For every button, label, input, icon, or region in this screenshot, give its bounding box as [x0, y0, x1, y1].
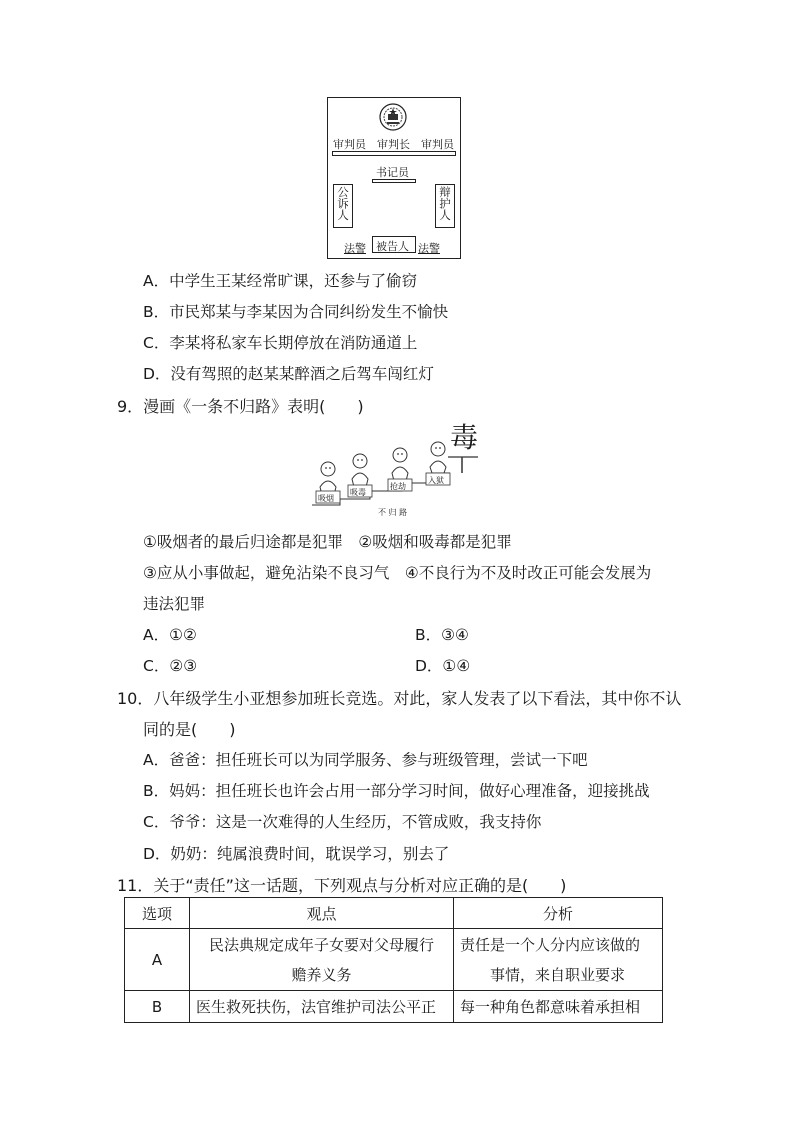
defendant-label: 被告人 — [376, 240, 409, 253]
table-cell-analysis — [454, 929, 663, 991]
cartoon-step-robbery: 抢劫 — [390, 482, 406, 491]
q9-statement-line3: 违法犯罪 — [143, 595, 206, 613]
q10-stem-line2: 同的是( ) — [143, 720, 236, 739]
table-row — [125, 991, 663, 1023]
q9-option-c: C．②③ — [143, 657, 198, 675]
q9-option-a: A．①② — [143, 626, 197, 644]
table-header-analysis: 分析 — [454, 898, 663, 929]
bailiff-left-label: 法警 — [344, 242, 366, 255]
court-seating-diagram — [327, 97, 461, 259]
prosecutor-label — [335, 186, 351, 224]
analysis-line: 事情，来自职业要求 — [490, 965, 626, 984]
q10-option-c: C．爷爷：这是一次难得的人生经历，不管成败，我支持你 — [143, 813, 542, 831]
q9-option-d: D．①④ — [415, 657, 471, 675]
q8-option-a: A．中学生王某经常旷课，还参与了偷窃 — [143, 272, 418, 290]
cartoon-step-smoking: 吸烟 — [318, 494, 334, 503]
table-header-row — [125, 898, 663, 929]
view-line: 民法典规定成年子女要对父母履行 — [208, 935, 434, 954]
national-emblem-icon — [378, 102, 408, 132]
table-cell-option: B — [125, 991, 190, 1023]
analysis-line: 责任是一个人分内应该做的 — [460, 935, 641, 954]
q9-option-b: B．③④ — [415, 626, 469, 644]
q8-option-b: B．市民郑某与李某因为合同纠纷发生不愉快 — [143, 303, 449, 321]
q11-stem: 11．关于“责任”这一话题，下列观点与分析对应正确的是( ) — [117, 876, 567, 895]
table-cell-analysis: 每一种角色都意味着承担相 — [454, 991, 663, 1023]
q10-stem-line1: 10．八年级学生小亚想参加班长竞选。对此，家人发表了以下看法，其中你不认 — [117, 689, 682, 708]
prosecutor-text: 公诉人 — [336, 186, 350, 221]
judge-bench — [332, 151, 456, 156]
q9-statement-line1: ①吸烟者的最后归途都是犯罪 ②吸烟和吸毒都是犯罪 — [143, 533, 512, 551]
q9-stem: 9．漫画《一条不归路》表明( ) — [117, 397, 364, 416]
table-cell-view: 医生救死扶伤，法官维护司法公平正 — [190, 991, 454, 1023]
cartoon-caption: 不 归 路 — [378, 508, 408, 517]
view-line: 赡养义务 — [291, 965, 352, 984]
q8-option-d: D．没有驾照的赵某某醉酒之后驾车闯红灯 — [143, 365, 434, 383]
cartoon-poison-char: 毒 — [450, 421, 479, 454]
judge-chief-label: 审判长 — [377, 138, 410, 151]
bailiff-right-label: 法警 — [418, 242, 440, 255]
judge-right-label: 审判员 — [421, 138, 454, 151]
q11-table — [124, 897, 663, 1023]
table-cell-view — [190, 929, 454, 991]
q8-option-c: C．李某将私家车长期停放在消防通道上 — [143, 334, 418, 352]
defender-text: 辩护人 — [438, 186, 452, 221]
table-header-view: 观点 — [190, 898, 454, 929]
judge-left-label: 审判员 — [333, 138, 366, 151]
cartoon-no-return-road — [310, 421, 485, 517]
clerk-label: 书记员 — [376, 166, 409, 179]
table-header-option: 选项 — [125, 898, 190, 929]
table-cell-option: A — [125, 929, 190, 991]
table-row — [125, 929, 663, 991]
defender-label — [437, 186, 453, 224]
q10-option-b: B．妈妈：担任班长也许会占用一部分学习时间，做好心理准备，迎接挑战 — [143, 782, 650, 800]
q9-statement-line2: ③应从小事做起，避免沾染不良习气 ④不良行为不及时改正可能会发展为 — [143, 564, 652, 582]
cartoon-step-prison: 入狱 — [428, 476, 444, 485]
q10-option-a: A．爸爸：担任班长可以为同学服务、参与班级管理，尝试一下吧 — [143, 751, 588, 769]
clerk-desk — [372, 179, 416, 183]
cartoon-step-drugs: 吸毒 — [350, 488, 366, 497]
q10-option-d: D．奶奶：纯属浪费时间，耽误学习，别去了 — [143, 845, 450, 863]
